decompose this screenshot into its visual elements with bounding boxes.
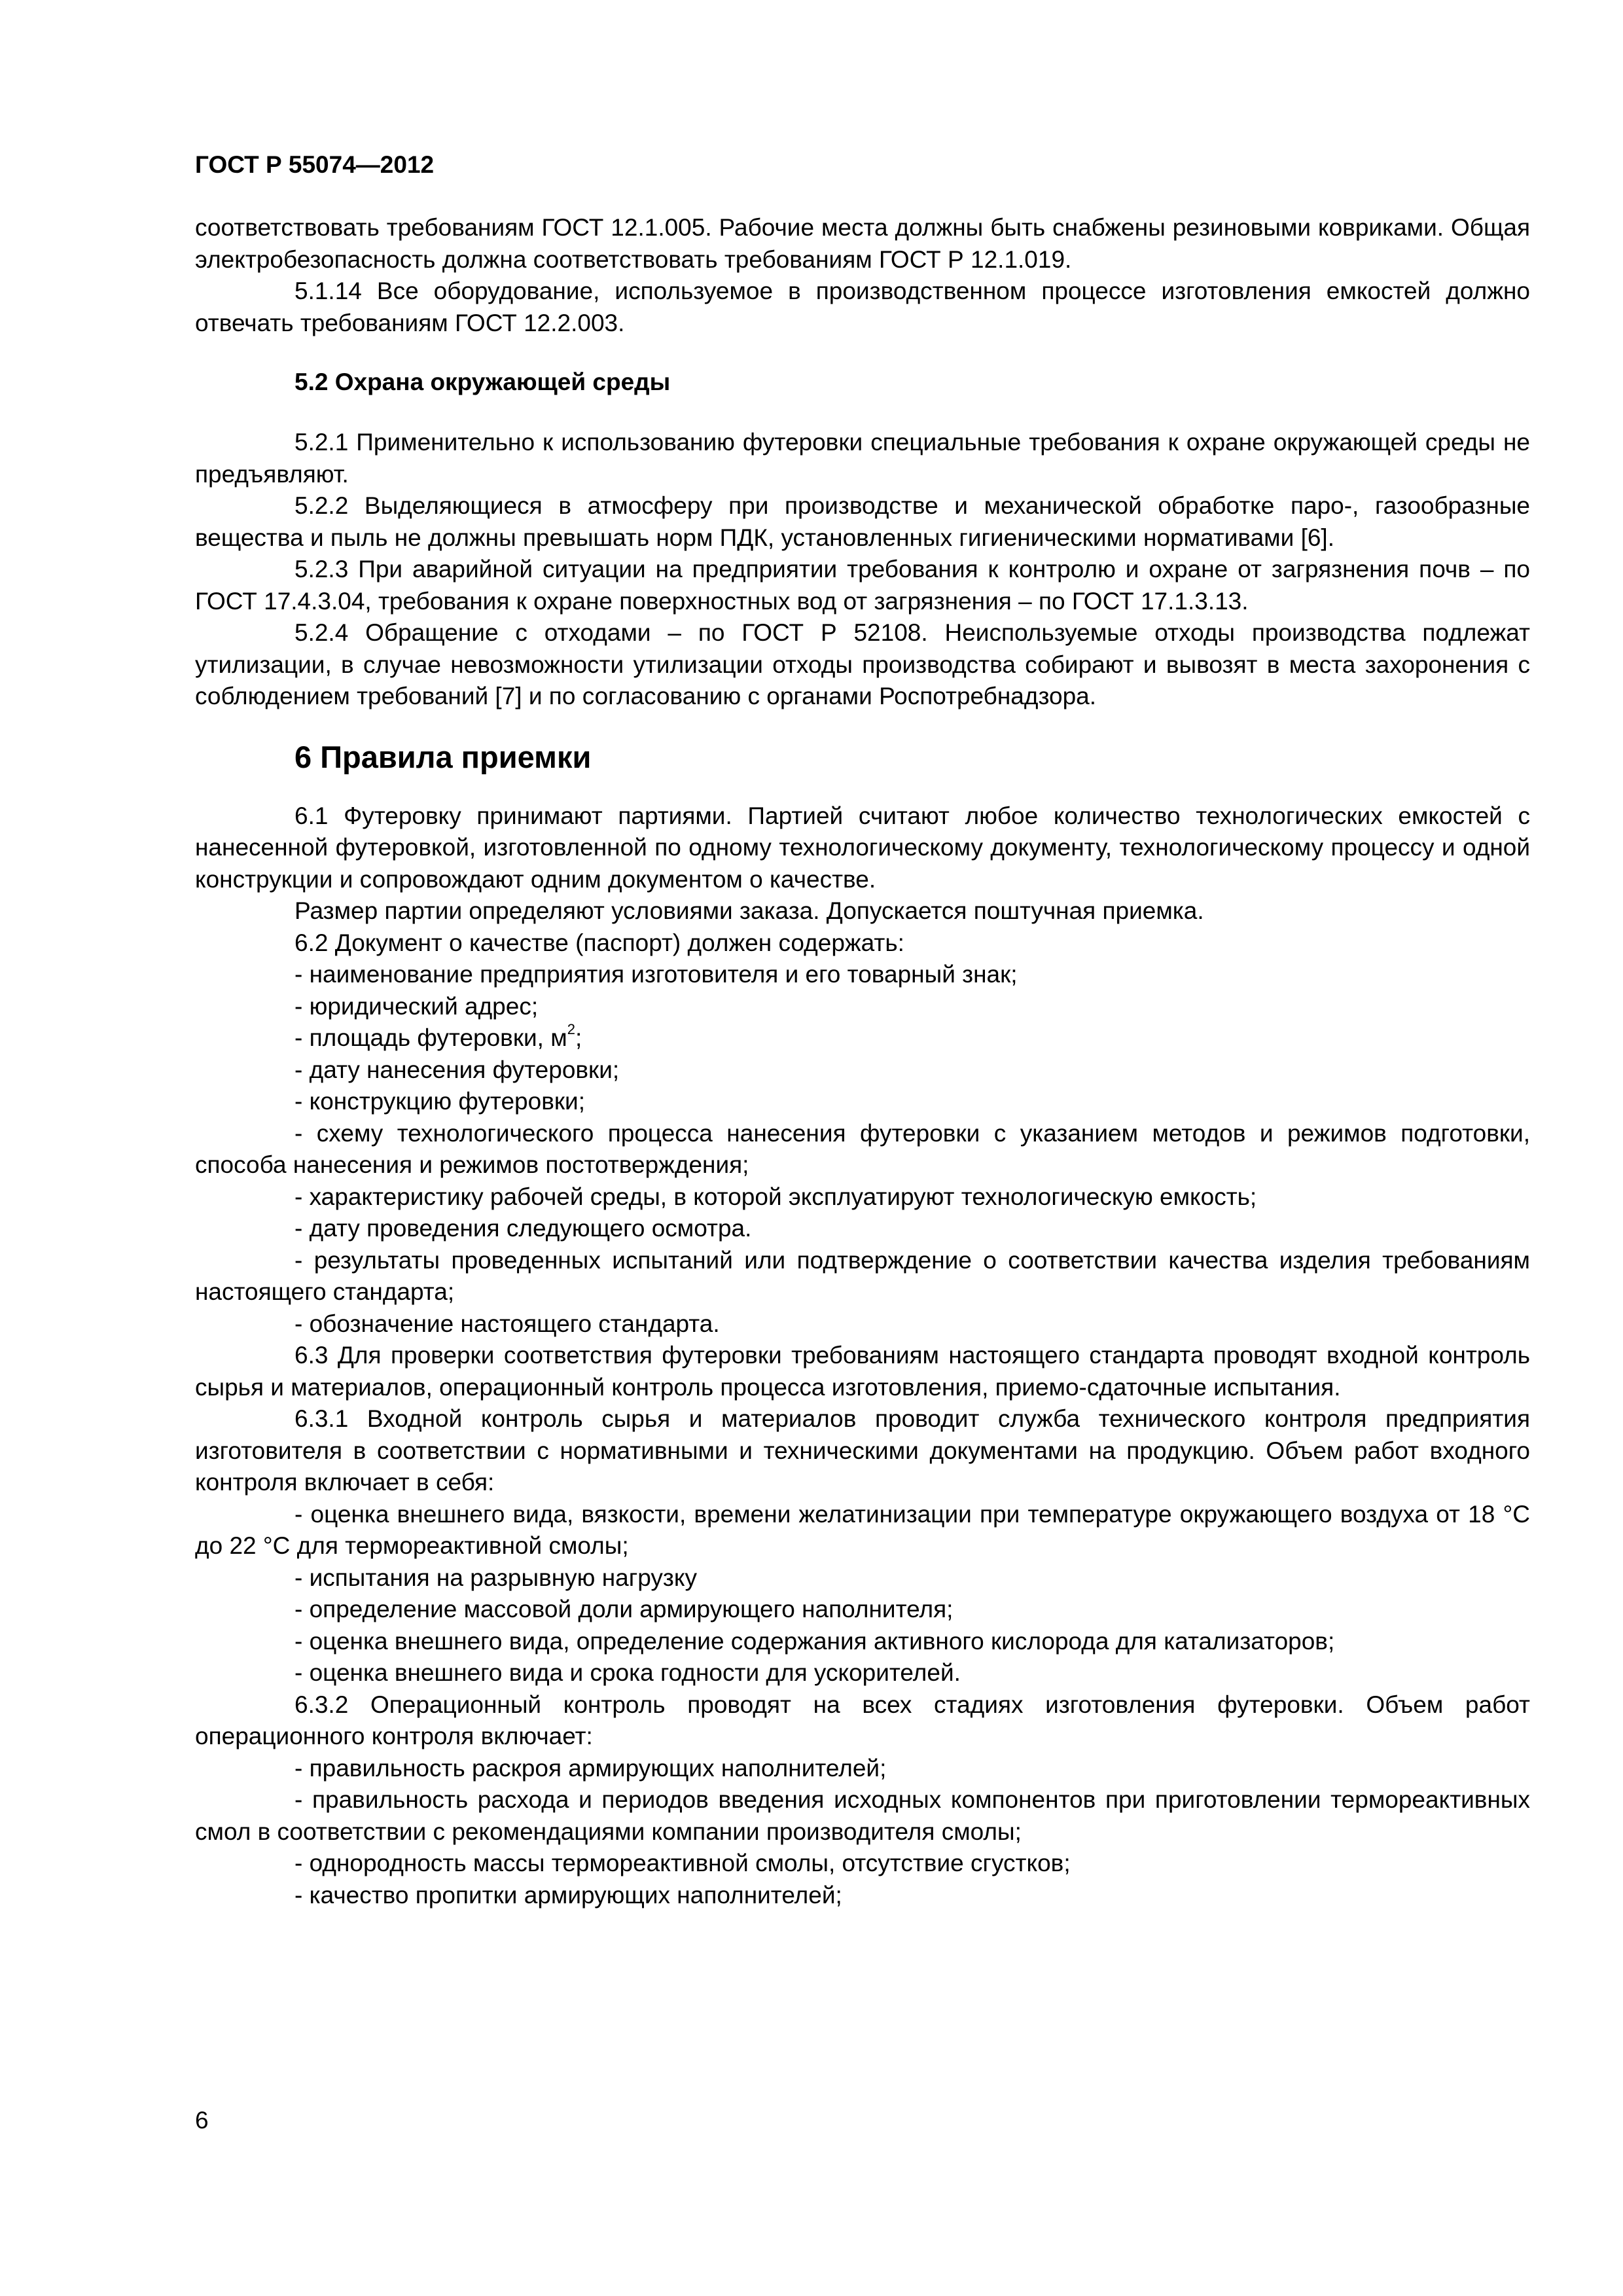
document-page [195, 149, 1530, 1911]
paragraph-6-3-2: 6.3.2 Операционный контроль проводят на всех стадиях изготовления футеровки. Объем работ операционного контроля включает: [195, 1691, 1530, 1749]
paragraph-5-2-4: 5.2.4 Обращение с отходами – по ГОСТ Р 52108. Неиспользуемые отходы производства подлежат утилизации, в случае невозможности утилизации отходы производства собирают и вывозят в места захоронения с соблюдением требований [7] и по согласованию с органами Роспотребнадзора. [195, 619, 1530, 709]
list-item: - дату проведения следующего осмотра. [294, 1215, 752, 1242]
superscript-2: 2 [567, 1021, 575, 1037]
page-number: 6 [195, 2107, 209, 2134]
list-item: - оценка внешнего вида и срока годности для ускорителей. [294, 1659, 961, 1686]
list-item-area-tail: ; [575, 1024, 582, 1051]
list-item: - конструкцию футеровки; [294, 1088, 585, 1115]
list-item: - наименование предприятия изготовителя и его товарный знак; [294, 961, 1018, 988]
paragraph-5-2-3: 5.2.3 При аварийной ситуации на предприятии требования к контролю и охране от загрязнения почв – по ГОСТ 17.4.3.04, требования к охране поверхностных вод от загрязнения – по ГОСТ 17.1.3.13. [195, 556, 1530, 615]
list-item: - определение массовой доли армирующего наполнителя; [294, 1596, 954, 1623]
list-item: - схему технологического процесса нанесения футеровки с указанием методов и режимов подготовки, способа нанесения и режимов постотверждения; [195, 1119, 1530, 1178]
list-item: - правильность расхода и периодов введения исходных компонентов при приготовлении термореактивных смол в соответствии с рекомендациями компании производителя смолы; [195, 1786, 1530, 1845]
list-item: - характеристику рабочей среды, в которой эксплуатируют технологическую емкость; [294, 1183, 1257, 1210]
section-5-2-title: 5.2 Охрана окружающей среды [294, 368, 671, 395]
list-item: - дату нанесения футеровки; [294, 1056, 620, 1083]
paragraph-6-1: 6.1 Футеровку принимают партиями. Партией считают любое количество технологических емкостей с нанесенной футеровкой, изготовленной по одному технологическому документу, технологическому процессу и одной конструкции и сопровождают одним документом о качестве. [195, 802, 1530, 893]
paragraph-lot-size: Размер партии определяют условиями заказа. Допускается поштучная приемка. [294, 897, 1204, 924]
paragraph-6-2: 6.2 Документ о качестве (паспорт) должен содержать: [294, 929, 904, 956]
list-item: - оценка внешнего вида, вязкости, времени желатинизации при температуре окружающего воздуха от 18 °С до 22 °С для термореактивной смолы; [195, 1500, 1530, 1559]
paragraph-5-2-1: 5.2.1 Применительно к использованию футеровки специальные требования к охране окружающей среды не предъявляют. [195, 429, 1530, 488]
list-item-area [195, 1022, 1530, 1054]
list-item: - качество пропитки армирующих наполнителей; [294, 1881, 842, 1909]
list-item: - оценка внешнего вида, определение содержания активного кислорода для катализаторов; [294, 1627, 1335, 1655]
paragraph-continuation: соответствовать требованиям ГОСТ 12.1.005. Рабочие места должны быть снабжены резиновыми ковриками. Общая электробезопасность должна соответствовать требованиям ГОСТ Р 12.1.019. [195, 214, 1530, 273]
list-item: - юридический адрес; [294, 992, 539, 1020]
document-header: ГОСТ Р 55074—2012 [195, 151, 435, 178]
paragraph-5-2-2: 5.2.2 Выделяющиеся в атмосферу при производстве и механической обработке паро-, газообразные вещества и пыль не должны превышать норм ПДК, установленных гигиеническими нормативами [6]. [195, 492, 1530, 551]
list-item: - правильность раскроя армирующих наполнителей; [294, 1754, 887, 1782]
paragraph-5-1-14: 5.1.14 Все оборудование, используемое в производственном процессе изготовления емкостей должно отвечать требованиям ГОСТ 12.2.003. [195, 278, 1530, 336]
paragraph-6-3: 6.3 Для проверки соответствия футеровки требованиям настоящего стандарта проводят входной контроль сырья и материалов, операционный контроль процесса изготовления, приемо-сдаточные испытания. [195, 1342, 1530, 1401]
list-item: - испытания на разрывную нагрузку [294, 1564, 697, 1591]
paragraph-6-3-1: 6.3.1 Входной контроль сырья и материалов проводит служба технического контроля предприятия изготовителя в соответствии с нормативными и техническими документами на продукцию. Объем работ входного контроля включает в себя: [195, 1405, 1530, 1496]
list-item: - обозначение настоящего стандарта. [294, 1310, 720, 1337]
list-item: - однородность массы термореактивной смолы, отсутствие сгустков; [294, 1850, 1071, 1876]
list-item: - результаты проведенных испытаний или подтверждение о соответствии качества изделия требованиям настоящего стандарта; [195, 1246, 1530, 1305]
list-item-area-text: - площадь футеровки, м [294, 1024, 567, 1051]
section-6-title: 6 Правила приемки [294, 739, 592, 774]
